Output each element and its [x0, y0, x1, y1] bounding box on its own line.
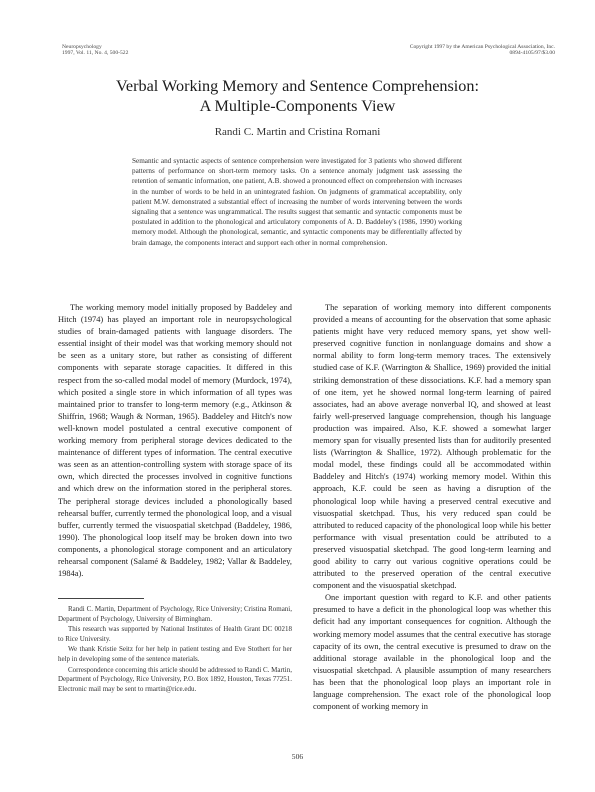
footnote-affiliation: Randi C. Martin, Department of Psychology, Rice University; Cristina Romani, Department of Psychology, University of Birmingham.: [58, 605, 292, 623]
footnote-correspondence: Correspondence concerning this article should be addressed to Randi C. Martin, Department of Psychology, Rice University, P.O. Box 1892, Houston, Texas 77251. Electronic mail may be sent to rmartin@rice.edu.: [58, 665, 292, 693]
author-line: Randi C. Martin and Cristina Romani: [214, 126, 381, 138]
title-line-1: Verbal Working Memory and Sentence Comprehension:: [116, 77, 479, 95]
volume-info: 1997, Vol. 11, No. 4, 500-522: [62, 50, 129, 57]
running-header-right: [410, 44, 555, 57]
footnotes: [58, 605, 292, 695]
running-header-left: [62, 44, 128, 57]
footnote-thanks: We thank Kristie Seitz for her help in patient testing and Eve Stothert for her help in developing some of the sentence materials.: [58, 645, 292, 663]
body-paragraph: The working memory model initially proposed by Baddeley and Hitch (1974) has played an important role in neuropsychological studies of brain-damaged patients with language disorders. The essential insight of their model was that working memory should not be seen as a unitary store, but rather as consisting of different components with separate storage capacities. It differed in this respect from the so-called modal model of memory (Murdock, 1974), which posited a single store in which information of all types was maintained prior to transfer to long-term memory (e.g., Atkinson & Shiffrin, 1968; Waugh & Norman, 1965). Baddeley and Hitch's now well-known model postulated a central executive component of working memory from peripheral storage devices dedicated to the maintenance of different types of information. The central executive was seen as an attention-controlling system with storage space of its own, which directed the processes involved in cognitive functions and which drew on the information stored in the peripheral stores. The peripheral storage devices included a phonologically based rehearsal buffer, currently termed the phonological loop, and a visual buffer, currently termed the visuospatial sketchpad (Baddeley, 1986, 1990). The phonological loop itself may be broken down into two components, a phonological storage component and an articulatory rehearsal component (Salamé & Baddeley, 1982; Vallar & Baddeley, 1984a).: [58, 303, 292, 579]
copyright-line: Copyright 1997 by the American Psychological Association, Inc.: [409, 44, 555, 50]
footnote-funding: This research was supported by National Institutes of Health Grant DC 00218 to Rice University.: [58, 625, 292, 643]
issn-line: 0894-4105/97/$3.00: [509, 50, 555, 57]
article-title: [0, 76, 595, 116]
abstract: Semantic and syntactic aspects of sentence comprehension were investigated for 3 patients who showed different patterns of performance on short-term memory tasks. On a sentence anomaly judgment task assessing the retention of semantic information, one patient, A.B. showed a pronounced effect on comprehension with increases in the number of words to be held in an unintegrated fashion. On judgments of grammatical acceptability, only patient M.W. demonstrated a substantial effect of increasing the number of words intervening between the words signaling that a sentence was ungrammatical. The results suggest that semantic and syntactic components must be postulated in addition to the phonological and articulatory components of A. D. Baddeley's (1986, 1990) working memory model. Although the phonological, semantic, and syntactic components may be differentially affected by brain damage, the components interact and support each other in normal comprehension.: [132, 157, 462, 247]
page-number: 506: [291, 752, 304, 761]
right-column: [313, 302, 551, 713]
body-paragraph: One important question with regard to K.F. and other patients presumed to have a deficit in the phonological loop was whether this deficit had any important consequences for cognition. Although the working memory model assumes that the central executive has storage capacity of its own, the central executive is presumed to draw on the additional storage available in the phonological loop and the visuospatial sketchpad. A plausible assumption of many researchers has been that the phonological loop plays an important role in language comprehension. The exact role of the phonological loop component of working memory in: [313, 593, 551, 712]
journal-name: Neuropsychology: [62, 44, 102, 50]
left-column: [58, 302, 292, 580]
body-paragraph: The separation of working memory into different components provided a means of accounting for the observation that some aphasic patients might have very reduced memory spans, yet show well-preserved cognitive function in nonlanguage domains and show a normal ability to form long-term memory traces. The extensively studied case of K.F. (Warrington & Shallice, 1969) provided the initial striking demonstration of these dissociations. K.F. had a memory span of one item, yet he showed normal long-term learning of paired associates, had an above average nonverbal IQ, and showed at least fairly well-preserved language comprehension, though his language production was impaired. Also, K.F. showed a somewhat larger memory span for visually presented lists than for auditorily presented lists (Warrington & Shallice, 1972). Although problematic for the modal model, these findings could all be accommodated within Baddeley and Hitch's (1974) working memory model. Within this approach, K.F. could be seen as having a disruption of the phonological loop while having a preserved central executive and visuospatial sketchpad. Thus, his very reduced span could be attributed to reduced capacity of the phonological loop while his better performance with visual presentation could be attributed to a preserved visuospatial sketchpad. The good long-term learning and good ability to carry out various cognitive operations could be attributed to the preserved operation of the central executive component and the visuospatial sketchpad.: [313, 303, 551, 591]
title-line-2: A Multiple-Components View: [199, 97, 396, 115]
footnote-rule: [58, 598, 144, 599]
